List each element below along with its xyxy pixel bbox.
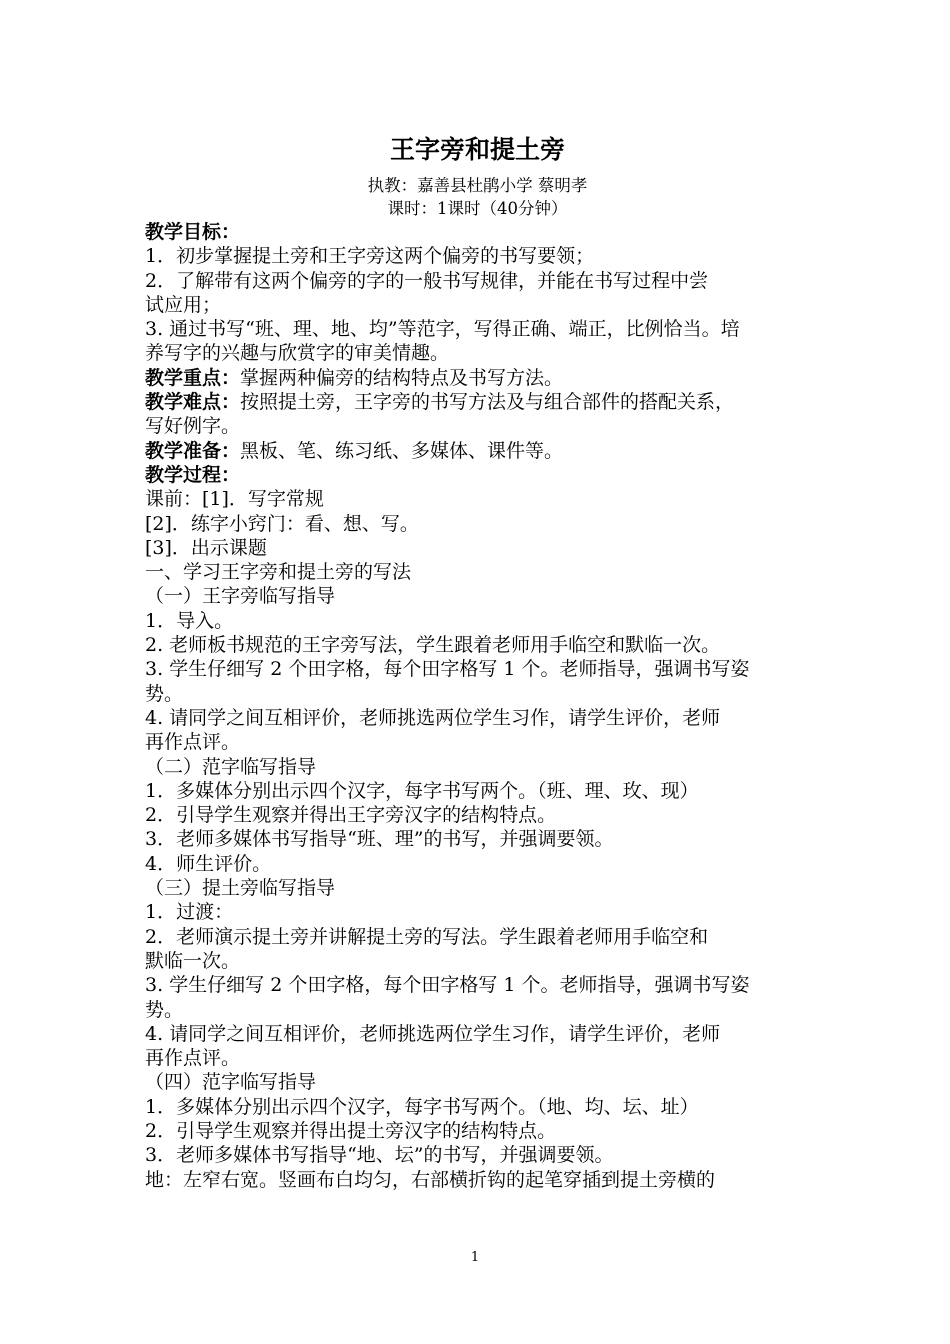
body-line [145,341,810,365]
body-line [145,512,810,536]
body-line [145,244,810,268]
body-line [145,973,810,997]
line-text: （二）范字临写指导 [145,755,317,778]
line-text: 再作点评。 [145,731,241,754]
body-line [145,439,810,463]
page-number: 1 [470,1250,480,1265]
body-line [145,390,810,414]
line-text: 4．师生评价。 [145,852,272,875]
body-line [145,609,810,633]
line-text: 3. 通过书写“班、理、地、均”等范字，写得正确、端正，比例恰当。培 [145,318,740,341]
body-line [145,1070,810,1094]
body-line [145,463,810,487]
body-line [145,317,810,341]
line-text: 2．了解带有这两个偏旁的字的一般书写规律，并能在书写过程中尝 [145,269,709,292]
line-text: 3. 学生仔细写 2 个田字格，每个田字格写 1 个。老师指导，强调书写姿 [145,974,750,997]
body-line [145,1022,810,1046]
body-line [145,560,810,584]
line-text: 黑板、笔、练习纸、多媒体、课件等。 [240,439,564,462]
body-line [145,998,810,1022]
body-line [145,269,810,293]
document-title: 王字旁和提土旁 [389,135,565,164]
body-line [145,925,810,949]
body-line [145,1095,810,1119]
line-text: （四）范字临写指导 [145,1071,317,1094]
section-label: 教学过程： [145,463,241,486]
body-line [145,706,810,730]
body-line [145,755,810,779]
body-line [145,1168,810,1192]
body-line [145,1143,810,1167]
line-text: 课前：[1]．写字常规 [145,488,324,511]
teacher-line: 执教：嘉善县杜鹃小学 蔡明孝 [367,176,588,195]
section-label: 教学重点： [145,366,241,389]
body-line [145,852,810,876]
body-line [145,779,810,803]
line-text: 再作点评。 [145,1047,241,1070]
body-line [145,487,810,511]
line-text: （三）提土旁临写指导 [145,877,336,900]
duration-line: 课时：1课时（40分钟） [387,199,568,218]
line-text: 1．初步掌握提土旁和王字旁这两个偏旁的书写要领； [145,245,595,268]
line-text: 势。 [145,682,184,705]
line-text: 2．引导学生观察并得出王字旁汉字的结构特点。 [145,804,557,827]
line-text: 养写字的兴趣与欣赏字的审美情趣。 [145,342,450,365]
line-text: 默临一次。 [145,949,241,972]
body-line [145,827,810,851]
body-line [145,900,810,924]
document-body [145,220,810,1192]
body-line [145,876,810,900]
section-label: 教学难点： [145,391,241,414]
line-text: 写好例字。 [145,415,241,438]
body-line [145,1046,810,1070]
section-label: 教学目标： [145,221,241,243]
body-line [145,682,810,706]
line-text: 一、学习王字旁和提土旁的写法 [145,561,412,584]
body-line [145,1119,810,1143]
document-page [145,130,810,1192]
body-line [145,730,810,754]
line-text: 4. 请同学之间互相评价，老师挑选两位学生习作，请学生评价，老师 [145,1022,721,1045]
line-text: [3]．出示课题 [145,536,267,559]
line-text: 2．引导学生观察并得出提土旁汉字的结构特点。 [145,1119,557,1142]
line-text: 掌握两种偏旁的结构特点及书写方法。 [240,366,564,389]
line-text: 1．多媒体分别出示四个汉字，每字书写两个。（地、均、坛、址） [145,1095,699,1118]
section-label: 教学准备： [145,439,241,462]
line-text: 3. 学生仔细写 2 个田字格，每个田字格写 1 个。老师指导，强调书写姿 [145,658,750,681]
line-text: 3．老师多媒体书写指导“班、理”的书写，并强调要领。 [145,828,614,851]
body-line [145,949,810,973]
line-text: 4. 请同学之间互相评价，老师挑选两位学生习作，请学生评价，老师 [145,706,721,729]
body-line [145,220,810,244]
line-text: 2. 老师板书规范的王字旁写法，学生跟着老师用手临空和默临一次。 [145,634,721,657]
line-text: 1．导入。 [145,609,234,632]
line-text: 按照提土旁，王字旁的书写方法及与组合部件的搭配关系， [240,391,735,414]
line-text: 3．老师多媒体书写指导“地、坛”的书写，并强调要领。 [145,1144,614,1167]
line-text: （一）王字旁临写指导 [145,585,336,608]
body-line [145,536,810,560]
body-line [145,584,810,608]
line-text: 2．老师演示提土旁并讲解提土旁的写法。学生跟着老师用手临空和 [145,925,709,948]
body-line [145,657,810,681]
line-text: 势。 [145,998,184,1021]
body-line [145,803,810,827]
line-text: 1．多媒体分别出示四个汉字，每字书写两个。（班、理、玫、现） [145,779,699,802]
body-line [145,366,810,390]
body-line [145,633,810,657]
body-line [145,293,810,317]
line-text: 试应用； [145,293,222,316]
body-line [145,414,810,438]
line-text: [2]．练字小窍门：看、想、写。 [145,512,419,535]
line-text: 地：左窄右宽。竖画布白均匀，右部横折钩的起笔穿插到提土旁横的 [145,1168,716,1191]
line-text: 1．过渡： [145,901,234,924]
